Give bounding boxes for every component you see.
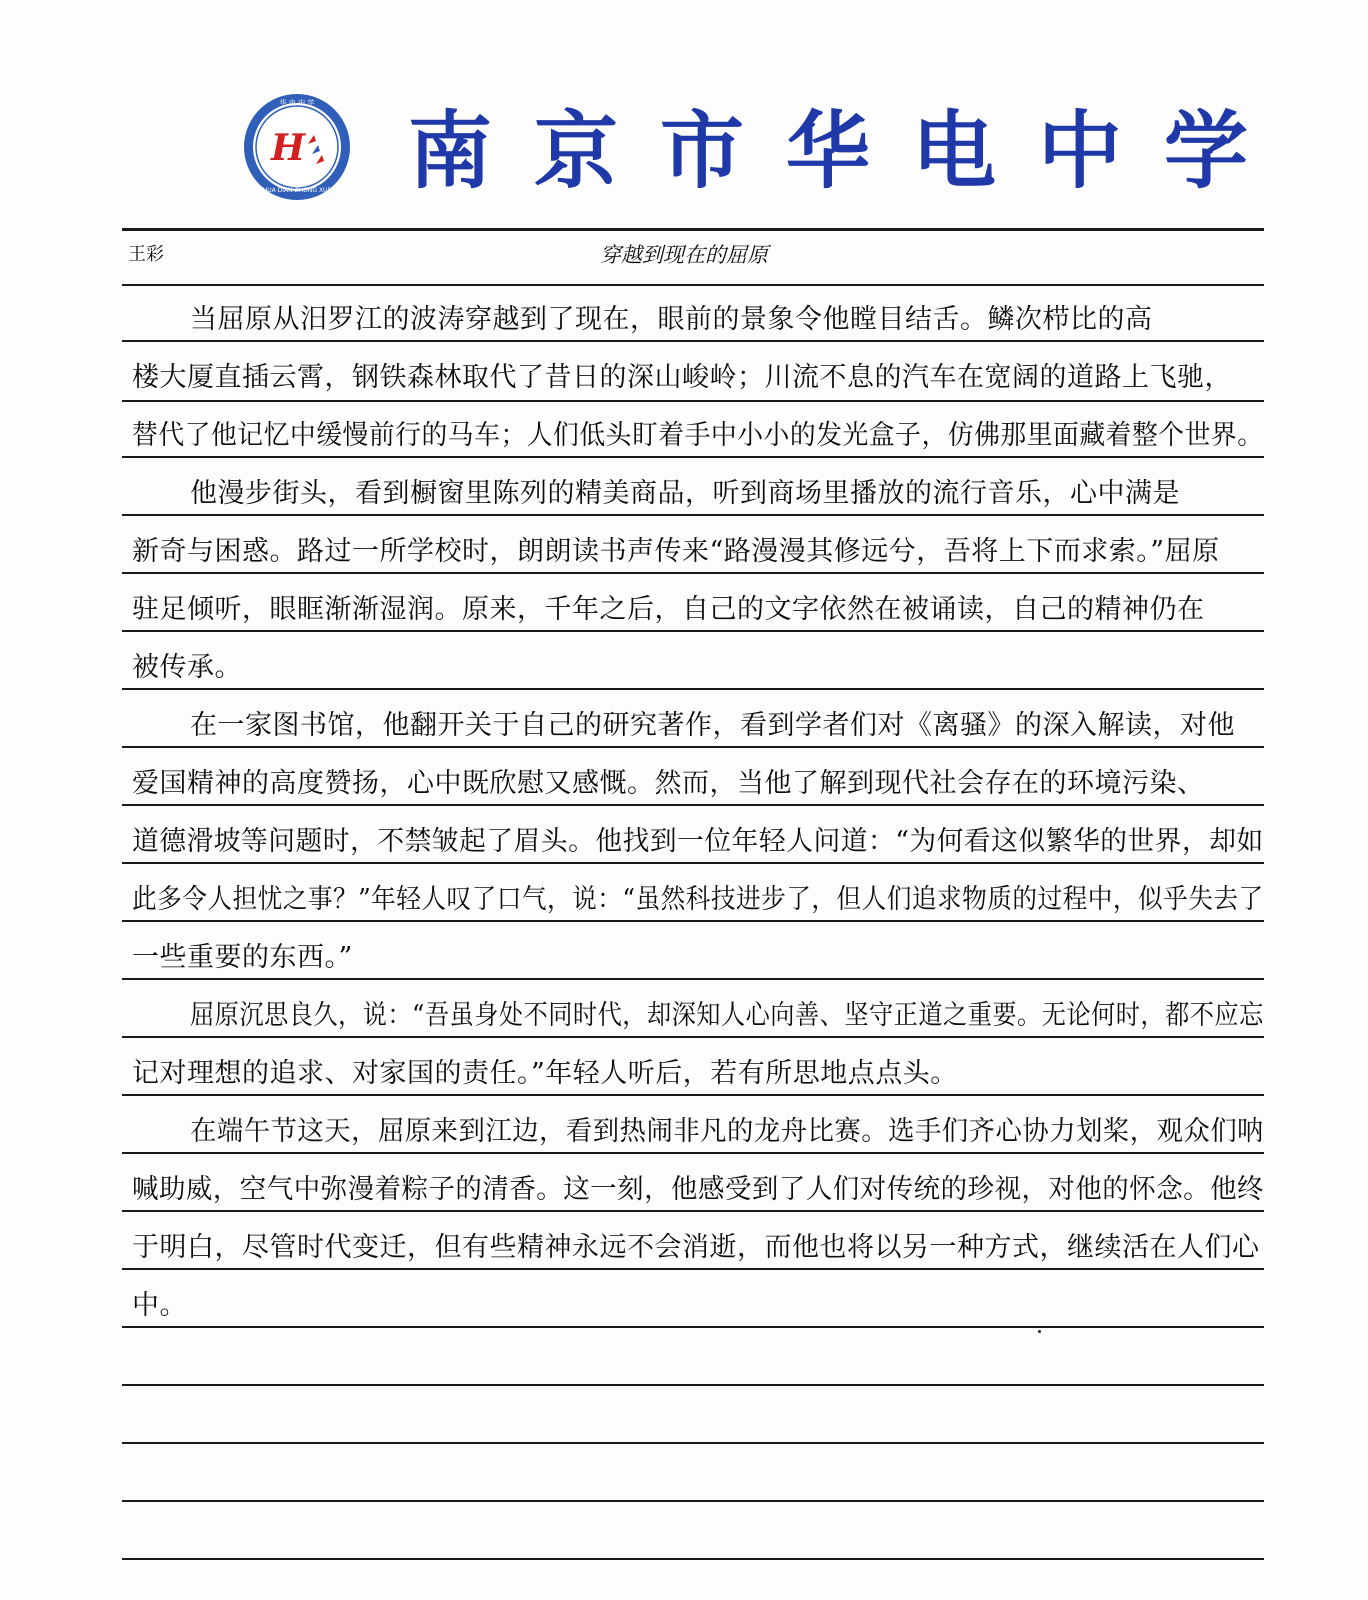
logo-letter: H [270,127,306,169]
essay-line: 当屈原从汨罗江的波涛穿越到了现在，眼前的景象令他瞠目结舌。鳞次栉比的高 [190,304,1153,335]
essay-line: 他漫步街头，看到橱窗里陈列的精美商品，听到商场里播放的流行音乐，心中满是 [190,478,1180,509]
essay-line: 喊助威，空气中弥漫着粽子的清香。这一刻，他感受到了人们对传统的珍视，对他的怀念。他终 [132,1174,1264,1205]
essay-line: 替代了他记忆中缓慢前行的马车；人们低头盯着手中小小的发光盒子，仿佛那里面藏着整个世界。 [132,420,1264,451]
essay-line: 于明白，尽管时代变迁，但有些精神永远不会消逝，而他也将以另一种方式，继续活在人们心 [132,1232,1260,1263]
ruled-line [122,1500,1264,1502]
essay-line: 屈原沉思良久，说：“吾虽身处不同时代，却深知人心向善、坚守正道之重要。无论何时，都不应忘 [190,1000,1264,1031]
essay-line: 一些重要的东西。” [132,942,353,973]
essay-line: 楼大厦直插云霄，钢铁森林取代了昔日的深山峻岭；川流不息的汽车在宽阔的道路上飞驰， [132,362,1232,393]
school-name-title: 南京市华电中学 [408,101,1291,200]
essay-line: 驻足倾听，眼眶渐渐湿润。原来，千年之后，自己的文字依然在被诵读，自己的精神仍在 [132,594,1205,625]
logo-top-text: 华 电 中 学 [279,99,315,107]
essay-line: 在一家图书馆，他翻开关于自己的研究著作，看到学者们对《离骚》的深入解读，对他 [190,710,1235,741]
essay-line: 在端午节这天，屈原来到江边，看到热闹非凡的龙舟比赛。选手们齐心协力划桨，观众们呐 [190,1116,1264,1147]
essay-line: 记对理想的追求、对家国的责任。”年轻人听后，若有所思地点点头。 [132,1058,958,1089]
essay-line: 爱国精神的高度赞扬，心中既欣慰又感慨。然而，当他了解到现代社会存在的环境污染、 [132,768,1205,799]
essay-line: 道德滑坡等问题时，不禁皱起了眉头。他找到一位年轻人问道：“为何看这似繁华的世界，却如 [132,826,1264,857]
ruled-line [122,1442,1264,1444]
ruled-line [122,400,1264,402]
essay-line: 中。 [132,1290,187,1321]
logo-ring-text: HUA DIAN ZHONG XUE [262,187,332,194]
essay-line: 被传承。 [132,652,242,683]
essay-title: 穿越到现在的屈原 [600,243,768,267]
header-rule [122,228,1264,231]
school-emblem-icon [242,92,352,202]
student-name: 王彩 [128,244,164,265]
ruled-line [122,1384,1264,1386]
ruled-line [122,1558,1264,1560]
ink-dot [1038,1330,1041,1333]
essay-line: 新奇与困惑。路过一所学校时，朗朗读书声传来“路漫漫其修远兮，吾将上下而求索。”屈原 [132,536,1220,567]
essay-line: 此多令人担忧之事？”年轻人叹了口气，说：“虽然科技进步了，但人们追求物质的过程中，似乎失去了 [132,884,1264,915]
ruled-line [122,284,1264,286]
